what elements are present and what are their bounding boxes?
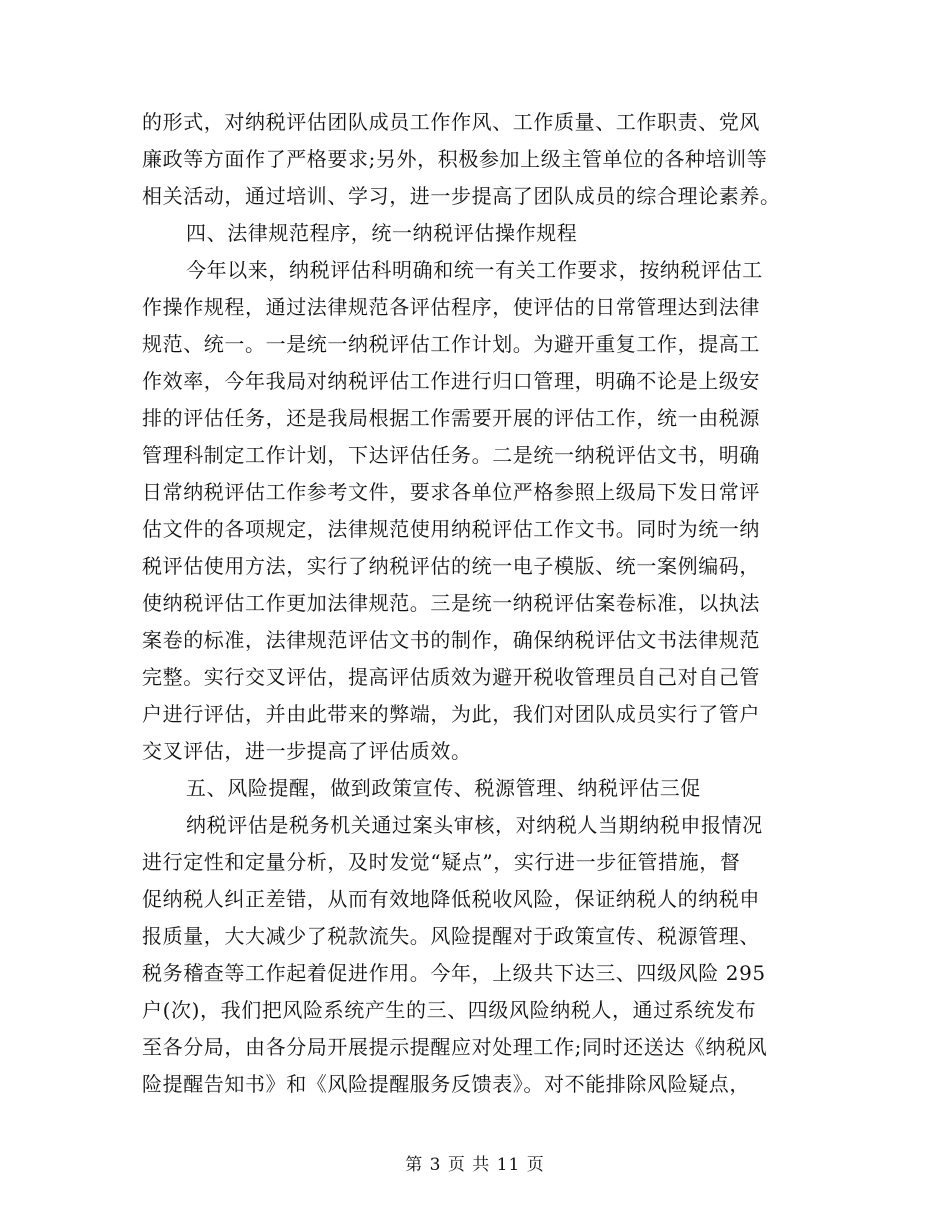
text-line: 廉政等方面作了严格要求;另外，积极参加上级主管单位的各种培训等 [142, 147, 768, 171]
text-line: 管理科制定工作计划，下达评估任务。二是统一纳税评估文书，明确 [142, 443, 760, 467]
text-line: 完整。实行交叉评估，提高评估质效为避开税收管理员自己对自己管 [142, 665, 760, 689]
text-line: 排的评估任务，还是我局根据工作需要开展的评估工作，统一由税源 [142, 406, 760, 430]
text-line: 规范、统一。一是统一纳税评估工作计划。为避开重复工作，提高工 [142, 332, 760, 356]
text-line: 报质量，大大减少了税款流失。风险提醒对于政策宣传、税源管理、 [142, 924, 760, 948]
text-line: 户(次)，我们把风险系统产生的三、四级风险纳税人，通过系统发布 [142, 998, 757, 1022]
text-line: 促纳税人纠正差错，从而有效地降低税收风险，保证纳税人的纳税申 [142, 887, 760, 911]
text-line: 户进行评估，并由此带来的弊端，为此，我们对团队成员实行了管户 [142, 702, 760, 726]
text-line: 案卷的标准，法律规范评估文书的制作，确保纳税评估文书法律规范 [142, 628, 760, 652]
text-line: 五、风险提醒，做到政策宣传、税源管理、纳税评估三促 [186, 776, 701, 800]
text-line: 险提醒告知书》和《风险提醒服务反馈表》。对不能排除风险疑点， [142, 1072, 750, 1096]
text-line: 日常纳税评估工作参考文件，要求各单位严格参照上级局下发日常评 [142, 480, 760, 504]
text-line: 相关活动，通过培训、学习，进一步提高了团队成员的综合理论素养。 [142, 184, 781, 208]
text-line: 税务稽查等工作起着促进作用。今年，上级共下达三、四级风险 295 [142, 961, 766, 985]
text-line: 今年以来，纳税评估科明确和统一有关工作要求，按纳税评估工 [186, 258, 763, 282]
text-line: 作操作规程，通过法律规范各评估程序，使评估的日常管理达到法律 [142, 295, 760, 319]
text-line: 使纳税评估工作更加法律规范。三是统一纳税评估案卷标准，以执法 [142, 591, 760, 615]
text-line: 四、法律规范程序，统一纳税评估操作规程 [186, 221, 578, 245]
text-line: 估文件的各项规定，法律规范使用纳税评估工作文书。同时为统一纳 [142, 517, 760, 541]
text-line: 的形式，对纳税评估团队成员工作作风、工作质量、工作职责、党风 [142, 110, 760, 134]
page-number-label: 第 3 页 共 11 页 [405, 1155, 545, 1175]
text-line: 进行定性和定量分析，及时发觉“疑点”，实行进一步征管措施，督 [142, 850, 741, 874]
text-line: 纳税评估是税务机关通过案头审核，对纳税人当期纳税申报情况 [186, 813, 763, 837]
document-body [142, 104, 810, 1103]
page-footer [0, 1150, 950, 1175]
text-line: 税评估使用方法，实行了纳税评估的统一电子模版、统一案例编码， [142, 554, 760, 578]
text-line: 交叉评估，进一步提高了评估质效。 [142, 739, 472, 763]
text-line: 作效率，今年我局对纳税评估工作进行归口管理，明确不论是上级安 [142, 369, 760, 393]
text-line: 至各分局，由各分局开展提示提醒应对处理工作;同时还送达《纳税风 [142, 1035, 768, 1059]
